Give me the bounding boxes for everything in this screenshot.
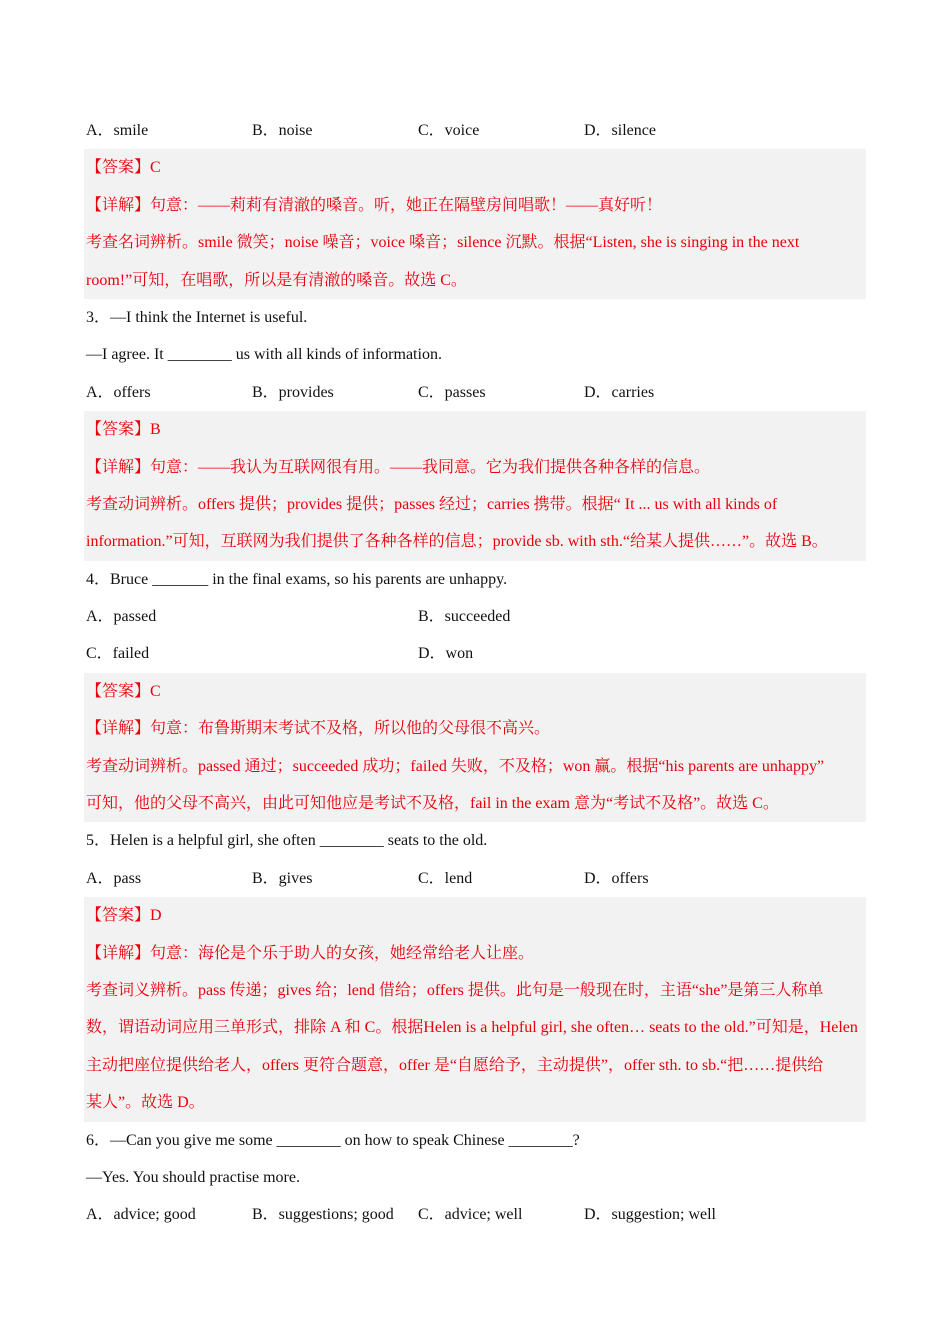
q6-stem: 6．—Can you give me some ________ on how to speak Chinese ________? [86,1131,580,1149]
q3-analysis-line-2: information.”可知，互联网为我们提供了各种各样的信息；provide sb. with sth.“给某人提供……”。故选 B。 [86,533,828,551]
q5-analysis-line-1: 考查词义辨析。pass 传递；gives 给；lend 借给；offers 提供。此句是一般现在时，主语“she”是第三人称单 [86,981,824,999]
q3-analysis-line-1: 考查动词辨析。offers 提供；provides 提供；passes 经过；carries 携带。根据“ It ... us with all kinds of [86,495,778,513]
q4-stem: 4．Bruce _______ in the final exams, so his parents are unhappy. [86,570,508,588]
q4-option-c[interactable]: C．failed [86,645,150,663]
q3-option-a[interactable]: A．offers [86,383,151,401]
q2-answer-block [84,149,866,299]
q6-stem-reply: —Yes. You should practise more. [86,1168,300,1186]
q4-options-row-2 [86,635,866,672]
q5-analysis-line-2: 数，谓语动词应用三单形式，排除 A 和 C。根据Helen is a helpful girl, she often… seats to the old.”可知是，Helen [86,1019,858,1037]
q5-detail: 【详解】句意：海伦是个乐于助人的女孩，她经常给老人让座。 [86,944,535,962]
q5-options [86,860,866,897]
q2-option-d[interactable]: D．silence [584,122,656,139]
q4-analysis-line-1: 考查动词辨析。passed 通过；succeeded 成功；failed 失败，不及格；won 赢。根据“his parents are unhappy” [86,757,825,775]
q2-detail: 【详解】句意：——莉莉有清澈的嗓音。听，她正在隔壁房间唱歌！——真好听！ [86,196,663,214]
q5-option-a[interactable]: A．pass [86,869,142,887]
q2-option-c[interactable]: C．voice [418,122,480,139]
q4-option-d[interactable]: D．won [418,645,474,663]
q6-option-b[interactable]: B．suggestions; good [252,1206,394,1224]
q6-option-d[interactable]: D．suggestion; well [584,1206,716,1224]
q3-answer: 【答案】B [86,421,161,439]
q3-answer-block [84,411,866,561]
q2-option-b[interactable]: B．noise [252,122,313,139]
q4-option-b[interactable]: B．succeeded [418,608,511,626]
q3-options [86,374,866,411]
q4-analysis-line-2: 可知，他的父母不高兴，由此可知他应是考试不及格，fail in the exam 意为“考试不及格”。故选 C。 [86,795,779,813]
document-page [0,112,950,1234]
q5-analysis-line-4: 某人”。故选 D。 [86,1094,205,1112]
q3-detail: 【详解】句意：——我认为互联网很有用。——我同意。它为我们提供各种各样的信息。 [86,458,711,476]
q4-options-row-1 [86,598,866,635]
q4-detail: 【详解】句意：布鲁斯期末考试不及格，所以他的父母很不高兴。 [86,720,551,738]
q3-option-b[interactable]: B．provides [252,383,334,401]
q5-stem: 5．Helen is a helpful girl, she often ________ seats to the old. [86,832,488,850]
q6-option-c[interactable]: C．advice; well [418,1206,523,1224]
q3-stem-reply: —I agree. It ________ us with all kinds of information. [86,346,442,364]
q3-stem: 3．—I think the Internet is useful. [86,308,308,326]
q2-options [86,112,866,149]
q6-options [86,1196,866,1233]
q2-analysis-line-2: room!”可知，在唱歌，所以是有清澈的嗓音。故选 C。 [86,271,467,289]
q4-answer-block [84,673,866,823]
q5-analysis-line-3: 主动把座位提供给老人，offers 更符合题意，offer 是“自愿给予，主动提供”，offer sth. to sb.“把……提供给 [86,1056,824,1074]
q3-option-c[interactable]: C．passes [418,383,486,401]
q5-option-c[interactable]: C．lend [418,869,473,887]
q6-option-a[interactable]: A．advice; good [86,1206,196,1224]
q3-option-d[interactable]: D．carries [584,383,655,401]
q2-analysis-line-1: 考查名词辨析。smile 微笑；noise 噪音；voice 嗓音；silence 沉默。根据“Listen, she is singing in the next [86,234,800,252]
q4-option-a[interactable]: A．passed [86,608,157,626]
q4-answer: 【答案】C [86,682,161,700]
q2-option-a[interactable]: A．smile [86,122,149,139]
q5-option-b[interactable]: B．gives [252,869,313,887]
q5-answer: 【答案】D [86,907,162,925]
q5-option-d[interactable]: D．offers [584,869,649,887]
q2-answer: 【答案】C [86,159,161,177]
q5-answer-block [84,897,866,1121]
